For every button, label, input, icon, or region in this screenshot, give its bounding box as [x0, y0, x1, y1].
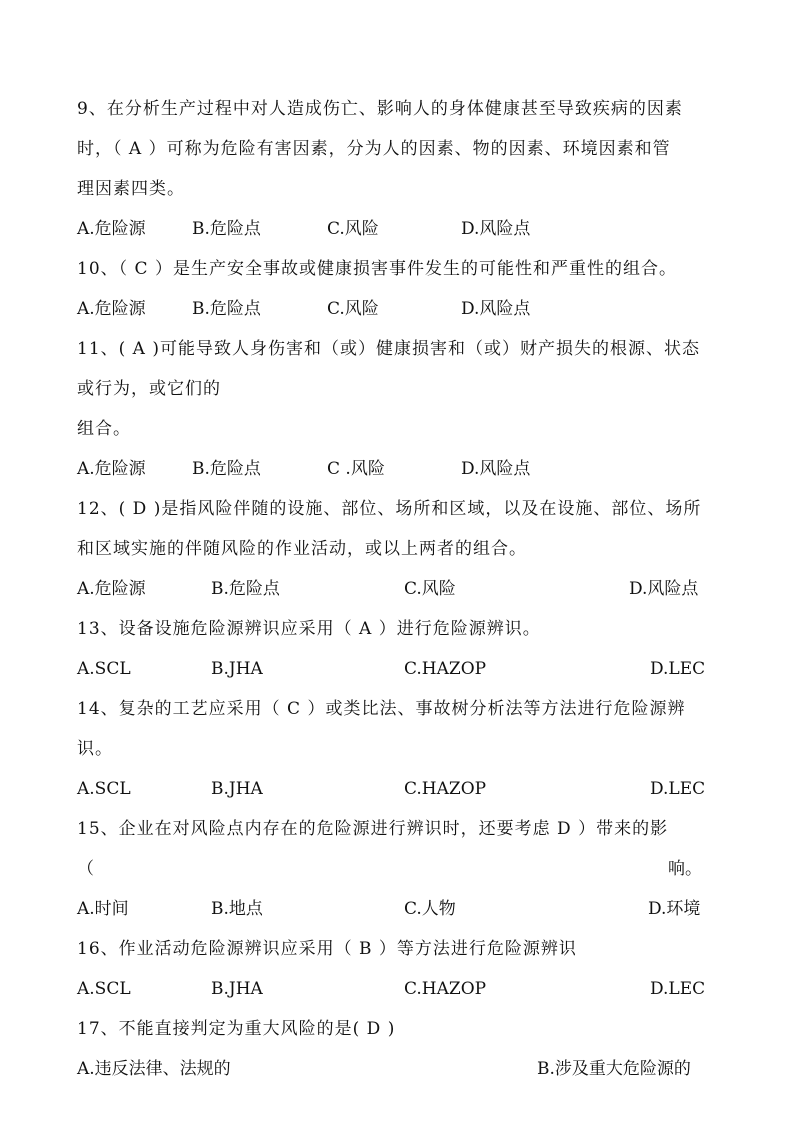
- q16-option-c: C.HAZOP: [404, 979, 487, 999]
- q15-option-c: C.人物: [404, 899, 456, 919]
- q14-option-c: C.HAZOP: [404, 779, 487, 799]
- q9-option-d: D.风险点: [461, 219, 531, 239]
- q17-option-b: B.涉及重大危险源的: [537, 1059, 691, 1079]
- q14-option-a: A.SCL: [77, 779, 131, 799]
- q13-option-b: B.JHA: [211, 659, 263, 679]
- q14-line-1: 14、复杂的工艺应采用（ C ）或类比法、事故树分析法等方法进行危险源辨: [77, 699, 686, 719]
- q12-line-1: 12、( D )是指风险伴随的设施、部位、场所和区域，以及在设施、部位、场所: [77, 499, 702, 519]
- q17-option-a: A.违反法律、法规的: [77, 1059, 231, 1079]
- q15-line-2-end: 响。: [668, 859, 702, 879]
- q12-option-a: A.危险源: [77, 579, 146, 599]
- q13-option-a: A.SCL: [77, 659, 131, 679]
- q11-option-a: A.危险源: [77, 459, 146, 479]
- q9-option-b: B.危险点: [192, 219, 261, 239]
- q17-line-1: 17、不能直接判定为重大风险的是( D ): [77, 1019, 396, 1039]
- q11-option-b: B.危险点: [192, 459, 261, 479]
- q14-option-b: B.JHA: [211, 779, 263, 799]
- q9-option-c: C.风险: [327, 219, 379, 239]
- q16-option-a: A.SCL: [77, 979, 131, 999]
- q13-option-d: D.LEC: [650, 659, 706, 679]
- q12-option-d: D.风险点: [629, 579, 699, 599]
- q16-line-1: 16、作业活动危险源辨识应采用（ B ）等方法进行危险源辨识: [77, 939, 577, 959]
- q15-line-2-paren: （: [77, 859, 94, 879]
- q11-line-1: 11、( A )可能导致人身伤害和（或）健康损害和（或）财产损失的根源、状态: [77, 339, 700, 359]
- q11-option-c: C .风险: [327, 459, 385, 479]
- q11-line-3: 组合。: [77, 419, 131, 439]
- q12-option-b: B.危险点: [211, 579, 280, 599]
- q16-option-b: B.JHA: [211, 979, 263, 999]
- q10-option-b: B.危险点: [192, 299, 261, 319]
- q12-line-2: 和区域实施的伴随风险的作业活动，或以上两者的组合。: [77, 539, 527, 559]
- q15-line-1: 15、企业在对风险点内存在的危险源进行辨识时，还要考虑 D ）带来的影: [77, 819, 669, 839]
- q11-line-2: 或行为，或它们的: [77, 379, 221, 399]
- q13-option-c: C.HAZOP: [404, 659, 487, 679]
- q15-option-b: B.地点: [211, 899, 263, 919]
- q14-option-d: D.LEC: [650, 779, 706, 799]
- q9-line-1: 9、在分析生产过程中对人造成伤亡、影响人的身体健康甚至导致疾病的因素: [77, 99, 683, 119]
- q13-line-1: 13、设备设施危险源辨识应采用（ A ）进行危险源辨识。: [77, 619, 541, 639]
- q10-option-a: A.危险源: [77, 299, 146, 319]
- q15-option-d: D.环境: [648, 899, 701, 919]
- q9-line-3: 理因素四类。: [77, 179, 185, 199]
- q9-line-2: 时，（ A ）可称为危险有害因素，分为人的因素、物的因素、环境因素和管: [77, 139, 671, 159]
- q15-option-a: A.时间: [77, 899, 129, 919]
- q11-option-d: D.风险点: [461, 459, 531, 479]
- q10-option-c: C.风险: [327, 299, 379, 319]
- q10-line-1: 10、（ C ）是生产安全事故或健康损害事件发生的可能性和严重性的组合。: [77, 259, 677, 279]
- q10-option-d: D.风险点: [461, 299, 531, 319]
- q12-option-c: C.风险: [404, 579, 456, 599]
- q16-option-d: D.LEC: [650, 979, 706, 999]
- q14-line-2: 识。: [77, 739, 113, 759]
- q9-option-a: A.危险源: [77, 219, 146, 239]
